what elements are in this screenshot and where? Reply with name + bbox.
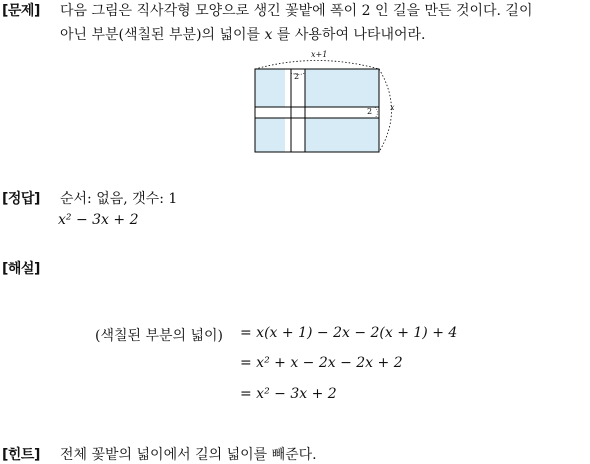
vertical-road-width-label: 2 [294,72,300,81]
problem-line-1: 다음 그림은 직사각형 모양으로 생긴 꽃밭에 폭이 2 인 길을 만든 것이다. 길이 [60,3,533,19]
top-dimension-label: x+1 [311,50,328,59]
garden-diagram [248,50,398,156]
hint-tag: [힌트] [2,447,40,463]
solution-tag: [해설] [2,261,40,277]
problem-line-2 [60,24,426,44]
solution-step-2: = x² + x − 2x − 2x + 2 [240,355,403,371]
plot-bottom-left [255,118,285,152]
top-dimension-arc [255,61,379,70]
problem-line-2-a: 아닌 부분(색칠된 부분)의 넓이를 [60,27,261,43]
problem-tag: [문제] [2,3,40,19]
answer-expression: x² − 3x + 2 [58,212,139,228]
plot-bottom-right [305,118,379,152]
garden-figure [248,50,398,156]
hint-text: 전체 꽃밭의 넓이에서 길의 넓이를 빼준다. [60,447,317,463]
answer-tag: [정답] [2,191,40,207]
problem-line-2-b: 를 사용하여 나타내어라. [276,27,426,43]
plot-top-right [305,69,379,107]
plot-top-left [255,69,285,107]
answer-line-1: 순서: 없음, 갯수: 1 [60,191,178,207]
solution-lhs: (색칠된 부분의 넓이) [95,328,224,344]
solution-step-1: = x(x + 1) − 2x − 2(x + 1) + 4 [240,325,458,341]
horizontal-road-width-label: 2 [367,107,373,116]
problem-variable: x [264,27,273,43]
solution-step-3: = x² − 3x + 2 [240,386,337,402]
right-dimension-label: x [390,103,395,112]
